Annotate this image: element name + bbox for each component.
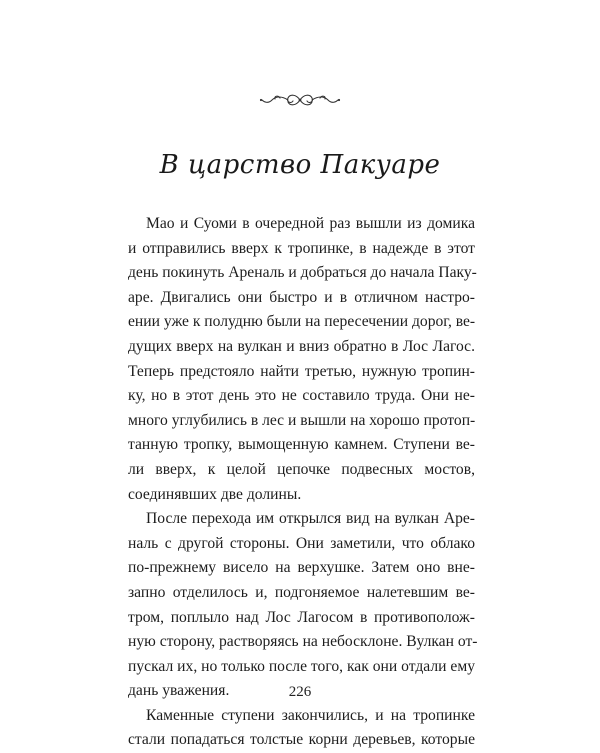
text-line: стали попадаться толстые корни деревьев, которые: [128, 731, 475, 749]
chapter-title: В царство Пакуаре: [159, 150, 441, 180]
text-line: дань уважения.: [128, 682, 230, 700]
text-line: ении уже к полудню были на пересечении дорог, ве-: [128, 313, 476, 331]
text-line: много углубились в лес и вышли на хорошо протоп-: [128, 411, 476, 429]
text-line: день покинуть Ареналь и добраться до начала Паку-: [128, 264, 477, 282]
text-line: Мао и Суоми в очередной раз вышли из домика: [146, 215, 475, 232]
text-line: тром, поплыло над Лос Лагосом в противополож-: [128, 608, 475, 626]
page-number: 226: [288, 684, 312, 700]
text-line: соединявших две долины.: [128, 485, 302, 503]
text-line: дущих вверх на вулкан и вниз обратно в Лос Лагос.: [128, 337, 475, 355]
text-line: танную тропку, вымощенную камнем. Ступени ве-: [128, 436, 475, 454]
text-line: Теперь предстояло найти третью, нужную тропин-: [128, 362, 475, 380]
text-line: запно отделилось и, подгоняемое налетевшим ве-: [128, 583, 475, 601]
text-line: Каменные ступени закончились, и на тропинке: [146, 706, 475, 724]
text-line: пускал их, но только после того, как они отдали ему: [128, 657, 475, 675]
flourish-divider-icon: [258, 90, 342, 110]
text-line: аре. Двигались они быстро и в отличном настро-: [128, 288, 475, 306]
body-text: [128, 212, 478, 753]
text-line: ку, но в этот день это не составило труда. Они не-: [128, 387, 475, 405]
text-line: ли вверх, к целой цепочке подвесных мостов,: [128, 460, 475, 478]
text-line: наль с другой стороны. Они заметили, что облако: [128, 534, 475, 552]
text-line: по-прежнему висело на верхушке. Затем оно вне-: [128, 559, 475, 577]
text-line: ную сторону, растворяясь на небосклоне. Вулкан от-: [128, 633, 478, 651]
text-line: После перехода им открылся вид на вулкан Арe-: [146, 510, 475, 528]
text-line: и отправились вверх к тропинке, в надежде в этот: [128, 239, 475, 257]
